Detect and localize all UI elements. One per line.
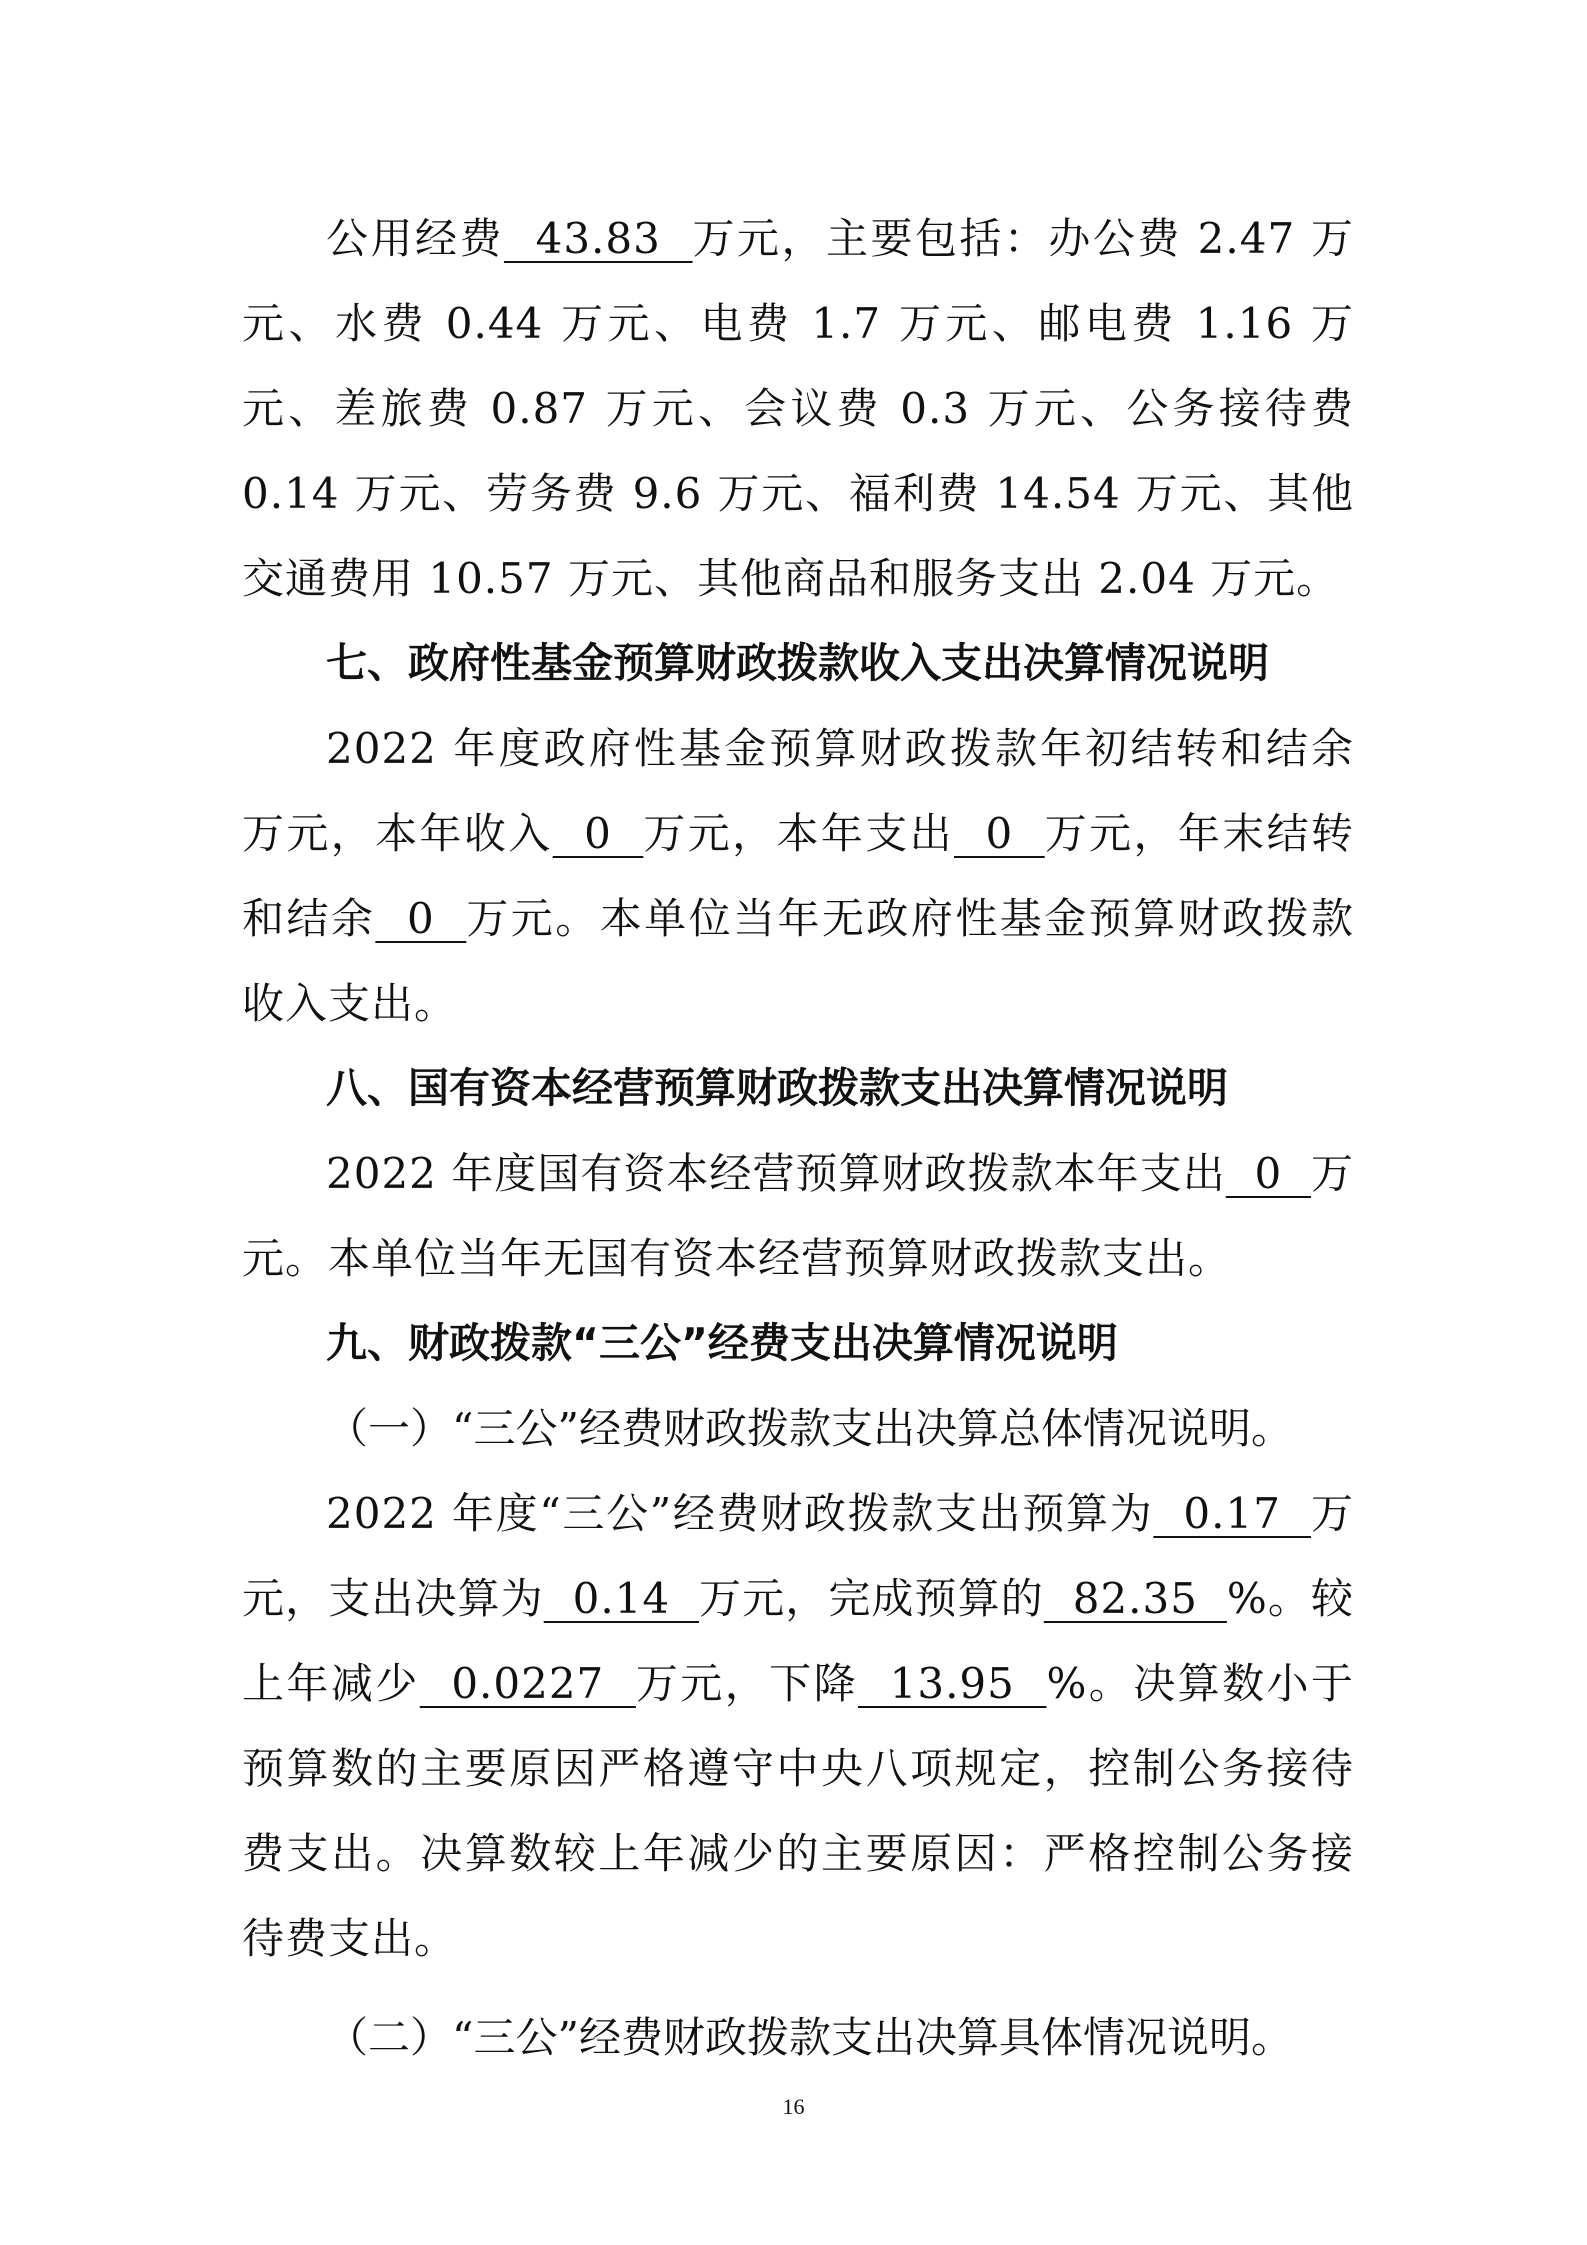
public-expense-paragraph: [242, 196, 1354, 621]
three-public-budget: 0.17: [1153, 1489, 1311, 1538]
three-public-text-d: %。较上年减少: [242, 1574, 1354, 1708]
state-capital-lead: 2022 年度国有资本经营预算财政拨款本年支出: [326, 1149, 1226, 1198]
three-public-decline: 13.95: [858, 1659, 1047, 1708]
page-body: [242, 196, 1354, 2080]
gov-fund-balance: 0: [375, 894, 467, 943]
three-public-actual: 0.14: [543, 1574, 700, 1623]
gov-fund-text-d: 万元。本单位当年无政府性基金预算财政拨款收入支出。: [242, 894, 1354, 1028]
three-public-lead: 2022 年度“三公”经费财政拨款支出预算为: [326, 1489, 1154, 1538]
state-capital-text-b: 万元。本单位当年无国有资本经营预算财政拨款支出。: [242, 1149, 1354, 1283]
three-public-rate: 82.35: [1043, 1574, 1227, 1623]
section-8-heading: 八、国有资本经营预算财政拨款支出决算情况说明: [326, 1064, 1228, 1112]
gov-fund-expense: 0: [954, 809, 1045, 858]
gov-fund-lead: 2022 年度政府性基金预算财政拨款年初结转和结余万元，本年收入: [242, 724, 1354, 858]
subsection-2-heading: （二）“三公”经费财政拨款支出决算具体情况说明。: [326, 2013, 1293, 2062]
public-expense-detail: 万元，主要包括：办公费 2.47 万元、水费 0.44 万元、电费 1.7 万元、邮电费 1.16 万元、差旅费 0.87 万元、会议费 0.3 万元、公务接待费 0.14 万元、劳务费 9.6 万元、福利费 14.54 万元、其他交通费用 10.57 万元、其他商品和服务支出 2.04 万元。: [242, 214, 1355, 603]
public-expense-amount: 43.83: [503, 214, 693, 263]
gov-fund-income: 0: [552, 809, 644, 858]
gov-fund-text-b: 万元，本年支出: [643, 809, 955, 858]
public-expense-lead: 公用经费: [326, 214, 504, 263]
subsection-1-heading: （一）“三公”经费财政拨款支出决算总体情况说明。: [326, 1404, 1293, 1453]
three-public-text-f: %。决算数小于预算数的主要原因严格遵守中央八项规定，控制公务接待费支出。决算数较上年减少的主要原因：严格控制公务接待费支出。: [242, 1659, 1354, 1963]
three-public-text-b: 万元，支出决算为: [242, 1489, 1354, 1623]
state-capital-expense: 0: [1225, 1149, 1311, 1198]
page-number: 16: [782, 2094, 805, 2119]
section-7-heading: 七、政府性基金预算财政拨款收入支出决算情况说明: [326, 639, 1269, 687]
three-public-text-e: 万元，下降: [635, 1659, 859, 1708]
state-capital-paragraph: [242, 1131, 1354, 1301]
section-9-heading: 九、财政拨款“三公”经费支出决算情况说明: [326, 1319, 1118, 1367]
three-public-paragraph: [242, 1471, 1354, 1981]
three-public-decrease: 0.0227: [419, 1659, 636, 1708]
gov-fund-paragraph: [242, 706, 1354, 1046]
gov-fund-text-c: 万元，年末结转和结余: [242, 809, 1354, 943]
three-public-text-c: 万元，完成预算的: [699, 1574, 1044, 1623]
